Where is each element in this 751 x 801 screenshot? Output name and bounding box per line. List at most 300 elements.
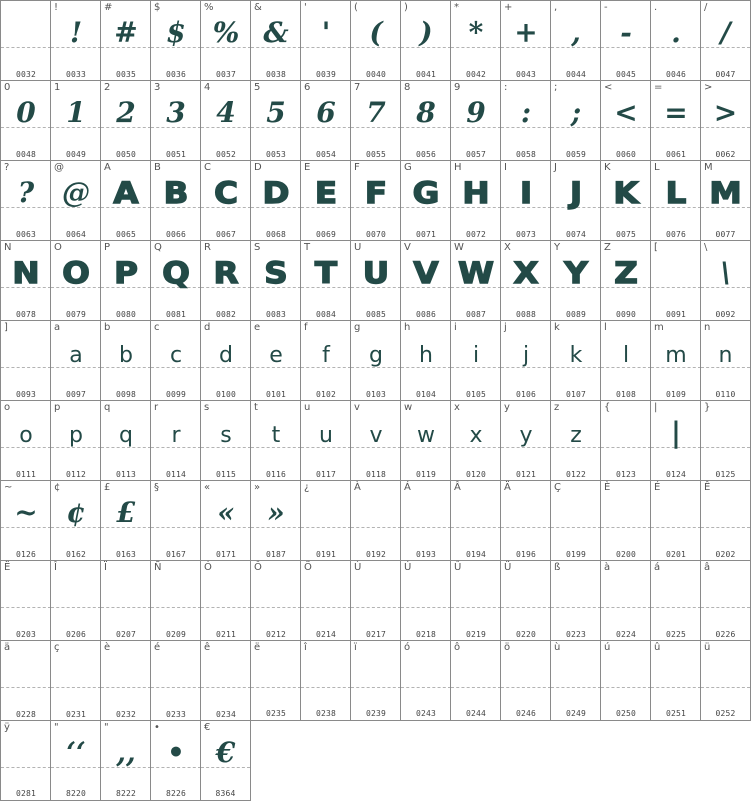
glyph-cell-u69 [300,160,351,241]
char-label: « [204,482,211,493]
glyph-cell-u36 [150,0,201,81]
glyph-sample [651,493,701,533]
glyph-cell-u52 [200,80,251,161]
char-code: 0124 [665,470,687,479]
char-code: 0093 [15,390,37,399]
char-code: 0243 [415,709,437,718]
glyph-cell-u78 [0,240,51,321]
char-code: 0097 [65,390,87,399]
glyph-sample: e [269,343,283,368]
char-code: 0102 [315,390,337,399]
glyph-sample: i [472,343,480,368]
glyph-sample: 0 [16,96,36,129]
char-label: o [4,402,11,413]
glyph-cell-u246 [500,640,551,721]
glyph-sample: g [369,343,383,368]
char-label: • [154,722,160,733]
char-label: R [204,242,211,253]
glyph-cell-u77 [700,160,751,241]
char-label: . [654,2,658,13]
glyph-cell-u74 [550,160,601,241]
glyph-cell-u231 [50,640,101,721]
glyph-cell-u86 [400,240,451,321]
char-code: 0162 [65,550,87,559]
char-code: 0043 [515,70,537,79]
char-code: 0109 [665,390,687,399]
glyph-cell-u59 [550,80,601,161]
char-code: 0105 [465,390,487,399]
char-label: @ [54,162,64,173]
char-code: 0123 [615,470,637,479]
glyph-cell-u109 [650,320,701,401]
char-label: ' [304,2,307,13]
glyph-cell-u44 [550,0,601,81]
glyph-cell-u8222 [100,720,151,801]
char-code: 0070 [365,230,387,239]
char-code: 0231 [65,710,87,719]
glyph-cell-u115 [200,400,251,481]
char-code: 0103 [365,390,387,399]
char-label: ù [554,642,561,653]
glyph-cell-u123 [600,400,651,481]
glyph-cell-u111 [0,400,51,481]
glyph-cell-u243 [400,640,451,721]
char-label: r [154,402,159,413]
glyph-sample: £ [116,496,136,529]
char-label: Á [404,482,411,493]
glyph-sample: N [12,256,40,290]
char-label: ï [354,642,357,653]
char-label: A [104,162,111,173]
char-code: 0080 [115,310,137,319]
glyph-cell-u88 [500,240,551,321]
glyph-cell-u110 [700,320,751,401]
char-code: 0219 [465,630,487,639]
glyph-sample: | [670,416,682,449]
char-label: 4 [204,82,211,93]
glyph-sample: < [614,96,638,129]
char-label: ó [404,642,411,653]
glyph-cell-u37 [200,0,251,81]
glyph-cell-u252 [700,640,751,721]
glyph-cell-u225 [650,560,701,641]
char-code: 0112 [65,470,87,479]
char-label: S [254,242,261,253]
char-label: % [204,2,214,13]
char-label: b [104,322,111,333]
char-code: 0167 [165,550,187,559]
glyph-sample: G [412,176,440,210]
glyph-cell-u85 [350,240,401,321]
char-code: 0226 [715,630,736,639]
glyph-sample [501,573,551,613]
char-code: 0250 [615,709,637,718]
char-label: á [654,562,661,573]
glyph-sample: ! [69,16,83,49]
char-code: 0033 [65,70,87,79]
char-code: 0068 [265,230,287,239]
glyph-cell-u201 [650,480,701,561]
glyph-cell-u76 [650,160,701,241]
glyph-sample: B [163,176,189,210]
char-code: 0077 [715,230,736,239]
glyph-cell-u224 [600,560,651,641]
char-label: " [54,722,59,733]
char-label: f [304,322,308,333]
glyph-cell-u220 [500,560,551,641]
char-label: ú [604,642,611,653]
char-label: { [604,402,611,413]
char-label: ä [4,642,11,653]
char-label: n [704,322,711,333]
glyph-sample: 6 [316,96,336,129]
glyph-cell-u8364 [200,720,251,801]
char-code: 0232 [115,710,137,719]
char-label: Ë [4,562,11,573]
glyph-cell-u192 [350,480,401,561]
glyph-cell-u61 [650,80,701,161]
glyph-sample: - [620,16,632,49]
char-code: 0244 [465,709,487,718]
glyph-sample: w [417,423,435,448]
glyph-cell-u124 [650,400,701,481]
char-code: 0040 [365,70,387,79]
glyph-cell-u250 [600,640,651,721]
char-label: $ [154,2,161,13]
char-label: û [654,642,661,653]
char-code: 0048 [15,150,37,159]
glyph-sample: 3 [166,96,186,129]
glyph-cell-u51 [150,80,201,161]
char-label: \ [704,242,708,253]
glyph-sample: c [169,343,183,368]
char-label: 3 [154,82,161,93]
glyph-sample: P [114,256,138,290]
char-code: 0113 [115,470,137,479]
char-label: Ú [404,562,412,573]
glyph-cell-u126 [0,480,51,561]
char-code: 0192 [365,550,387,559]
char-label: É [654,482,661,493]
glyph-sample: ,, [116,736,136,769]
glyph-cell-u112 [50,400,101,481]
glyph-sample [601,413,651,453]
glyph-cell-u122 [550,400,601,481]
char-code: 0120 [465,470,487,479]
char-code: 0187 [265,550,287,559]
char-code: 0053 [265,150,287,159]
char-code: 0039 [315,70,337,79]
char-code: 0073 [515,230,537,239]
char-code: 0044 [565,70,587,79]
glyph-sample: 8 [416,96,436,129]
glyph-sample [701,573,750,613]
char-code: 0203 [15,630,37,639]
char-label: ) [404,2,408,13]
glyph-cell-u62 [700,80,751,161]
glyph-sample [701,653,750,693]
char-code: 0062 [715,150,736,159]
glyph-cell-u193 [400,480,451,561]
glyph-sample: K [613,176,639,210]
glyph-cell-u98 [100,320,151,401]
glyph-cell-u48 [0,80,51,161]
char-label: < [604,82,613,93]
glyph-sample [251,573,301,613]
char-label: ] [4,322,8,333]
char-code: 0108 [615,390,637,399]
char-label: j [504,322,507,333]
glyph-sample: z [570,423,582,448]
char-label: ¿ [304,482,310,493]
char-code: 0036 [165,70,187,79]
char-code: 0106 [515,390,537,399]
glyph-sample: a [69,343,83,368]
char-label: I [504,162,507,173]
char-label: # [104,2,113,13]
char-code: 0126 [15,550,37,559]
char-label: ( [354,2,358,13]
glyph-sample [1,333,51,373]
char-label: | [654,402,658,413]
glyph-cell-u84 [300,240,351,321]
glyph-cell-u244 [450,640,501,721]
char-label: N [4,242,12,253]
char-label: + [504,2,513,13]
glyph-sample [351,493,401,533]
char-label: è [104,642,111,653]
glyph-sample [101,573,151,613]
char-code: 0078 [15,310,37,319]
char-label: 2 [104,82,111,93]
char-code: 0098 [115,390,137,399]
char-code: 0067 [215,230,237,239]
char-label: & [254,2,262,13]
glyph-cell-u203 [0,560,51,641]
glyph-sample [501,493,551,533]
char-label: y [504,402,510,413]
glyph-cell-u218 [400,560,451,641]
glyph-sample [451,493,501,533]
char-label: Ê [704,482,711,493]
char-code: 0238 [315,709,337,718]
char-label: O [54,242,62,253]
glyph-sample: 1 [66,96,86,129]
glyph-sample [1,653,51,693]
glyph-cell-u67 [200,160,251,241]
char-label: h [404,322,411,333]
glyph-cell-u47 [700,0,751,81]
char-code: 0035 [115,70,137,79]
glyph-sample [301,653,351,693]
char-label: e [254,322,261,333]
glyph-cell-u219 [450,560,501,641]
char-code: 0246 [515,709,537,718]
char-code: 0201 [665,550,687,559]
glyph-sample: l [622,343,630,368]
glyph-cell-u103 [350,320,401,401]
glyph-sample [651,653,701,693]
char-code: 0063 [15,230,37,239]
glyph-cell-u70 [350,160,401,241]
glyph-sample: , [571,16,581,49]
glyph-sample [351,573,401,613]
char-label: â [704,562,711,573]
glyph-sample: 5 [266,96,286,129]
glyph-sample: D [262,176,290,210]
char-label: Ù [354,562,362,573]
char-label: 9 [454,82,461,93]
char-label: m [654,322,664,333]
char-label: / [704,2,708,13]
glyph-sample: S [264,256,288,290]
glyph-cell-u202 [700,480,751,561]
char-label: Ö [304,562,312,573]
char-code: 0061 [665,150,687,159]
glyph-cell-u56 [400,80,451,161]
char-code: 0281 [15,789,37,798]
glyph-cell-u90 [600,240,651,321]
char-code: 0089 [565,310,587,319]
char-code: 0207 [115,630,137,639]
glyph-cell-u249 [550,640,601,721]
char-label: Ç [554,482,561,493]
glyph-sample: + [514,16,538,49]
glyph-sample: d [219,343,233,368]
char-label: ç [54,642,60,653]
glyph-cell-u238 [300,640,351,721]
char-label: : [504,82,508,93]
char-code: 0059 [565,150,587,159]
char-code: 0079 [65,310,87,319]
glyph-sample [701,493,750,533]
char-code: 0234 [215,710,237,719]
char-code: 0122 [565,470,587,479]
char-code: 0038 [265,70,287,79]
char-code: 0099 [165,390,187,399]
glyph-cell-u101 [250,320,301,401]
glyph-cell-u73 [500,160,551,241]
glyph-cell-u251 [650,640,701,721]
char-label: > [704,82,713,93]
glyph-sample [551,653,601,693]
char-code: 0045 [615,70,637,79]
char-label: u [304,402,311,413]
glyph-sample [151,573,201,613]
char-code: 0252 [715,709,736,718]
glyph-sample [351,653,401,693]
char-label: } [704,402,711,413]
char-code: 0090 [615,310,637,319]
glyph-cell-u38 [250,0,301,81]
char-label: X [504,242,511,253]
glyph-sample [1,13,51,53]
glyph-sample: R [213,256,239,290]
char-label: À [354,482,361,493]
char-label: [ [654,242,658,253]
glyph-sample: y [519,423,533,448]
char-label: C [204,162,211,173]
glyph-sample [501,653,551,693]
glyph-sample: J [569,176,583,210]
glyph-cell-u106 [500,320,551,401]
char-label: w [404,402,413,413]
glyph-cell-u8220 [50,720,101,801]
glyph-sample: 4 [216,96,236,129]
glyph-cell-u211 [200,560,251,641]
glyph-cell-u33 [50,0,101,81]
char-code: 8226 [165,789,187,798]
char-code: 0081 [165,310,187,319]
glyph-cell-u200 [600,480,651,561]
glyph-sample: F [364,176,388,210]
glyph-cell-u80 [100,240,151,321]
glyph-cell-u64 [50,160,101,241]
glyph-sample: L [665,176,687,210]
glyph-sample: « [217,496,235,529]
glyph-cell-u45 [600,0,651,81]
char-label: Â [454,482,461,493]
glyph-cell-u65 [100,160,151,241]
glyph-sample [101,653,151,693]
char-code: 0116 [265,470,287,479]
glyph-sample: ; [570,96,582,129]
glyph-sample [551,573,601,613]
char-code: 0107 [565,390,587,399]
glyph-sample: > [713,96,738,129]
glyph-sample [1,733,51,773]
glyph-cell-u68 [250,160,301,241]
glyph-cell-u49 [50,80,101,161]
char-code: 0163 [115,550,137,559]
char-code: 0084 [315,310,337,319]
char-label: d [204,322,211,333]
char-label: * [454,2,459,13]
char-label: Z [604,242,611,253]
char-code: 0049 [65,150,87,159]
glyph-sample: p [69,423,83,448]
char-label: ß [554,562,561,573]
glyph-cell-u53 [250,80,301,161]
char-label: ê [204,642,211,653]
glyph-cell-u281 [0,720,51,801]
glyph-sample: T [314,256,338,290]
char-code: 0114 [165,470,187,479]
glyph-sample: C [214,176,238,210]
glyph-sample: V [413,256,439,290]
char-label: Î [54,562,57,573]
glyph-sample: \ [720,256,731,289]
glyph-sample: $ [166,16,186,49]
glyph-sample: k [569,343,583,368]
glyph-sample: 7 [366,96,386,129]
glyph-cell-u234 [200,640,251,721]
glyph-sample: & [263,16,289,49]
char-label: M [704,162,713,173]
char-code: 0064 [65,230,87,239]
glyph-cell-u217 [350,560,401,641]
char-label: B [154,162,161,173]
char-label: E [304,162,311,173]
glyph-sample: € [215,736,236,769]
char-code: 0066 [165,230,187,239]
glyph-sample [701,413,750,453]
glyph-cell-u8226 [150,720,201,801]
glyph-cell-u125 [700,400,751,481]
glyph-sample: W [458,256,494,290]
char-code: 0085 [365,310,387,319]
glyph-cell-u83 [250,240,301,321]
